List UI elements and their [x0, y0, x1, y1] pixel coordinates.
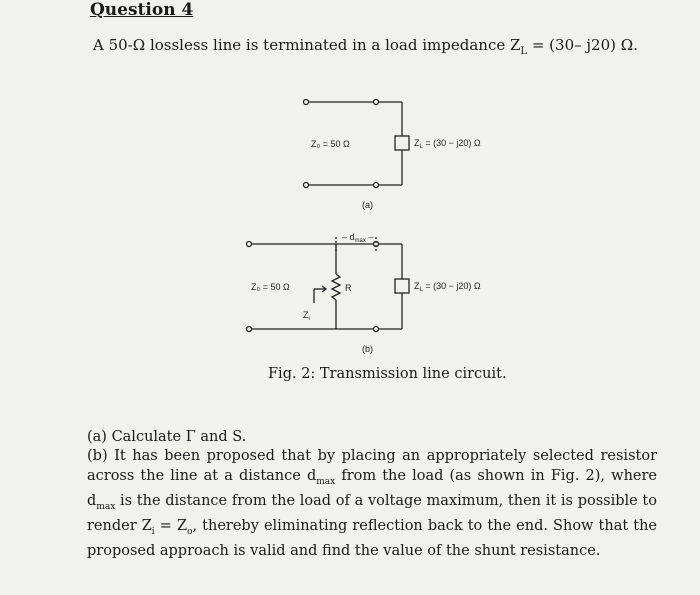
load-a-box	[395, 136, 409, 150]
part-a: (a) Calculate Γ and S.	[87, 429, 247, 445]
zl-label-b: $Z_L = (30 - j20)$ Ω	[414, 281, 481, 293]
questions-block	[87, 428, 657, 561]
zi-label: $Z_i$	[303, 310, 310, 322]
z0-label-b: Z₀ = 50 Ω	[251, 282, 290, 292]
subfigure-b-label: (b)	[362, 344, 373, 354]
z0-label-a: Z₀ = 50 Ω	[311, 139, 350, 149]
zl-label-a: $Z_L = (30 - j20)$ Ω	[414, 138, 481, 150]
problem-statement: A 50-Ω lossless line is terminated in a load impedance $Z_L = (30-$ j20) Ω.	[93, 36, 638, 57]
subfigure-a-label: (a)	[362, 200, 373, 210]
load-b-box	[395, 279, 409, 293]
part-b: (b) It has been proposed that by placing an appropriately selected resistor across the line at a distance $d_{max}$ from the load (as shown in Fig. 2), where $d_{max}$ is the distance from the load of a voltage maximum, then it is possible to render $Z_i = Z_o$, thereby eliminating reflection back to the end. Show that the proposed approach is valid and find the value of the shunt resistance.	[87, 448, 657, 560]
figure-caption: Fig. 2: Transmission line circuit.	[268, 366, 507, 382]
dmax-label: – $d_{max}$ –	[342, 232, 374, 244]
shunt-resistor	[332, 274, 340, 300]
r-label: R	[345, 283, 352, 293]
question-heading: Question 4	[90, 0, 194, 20]
